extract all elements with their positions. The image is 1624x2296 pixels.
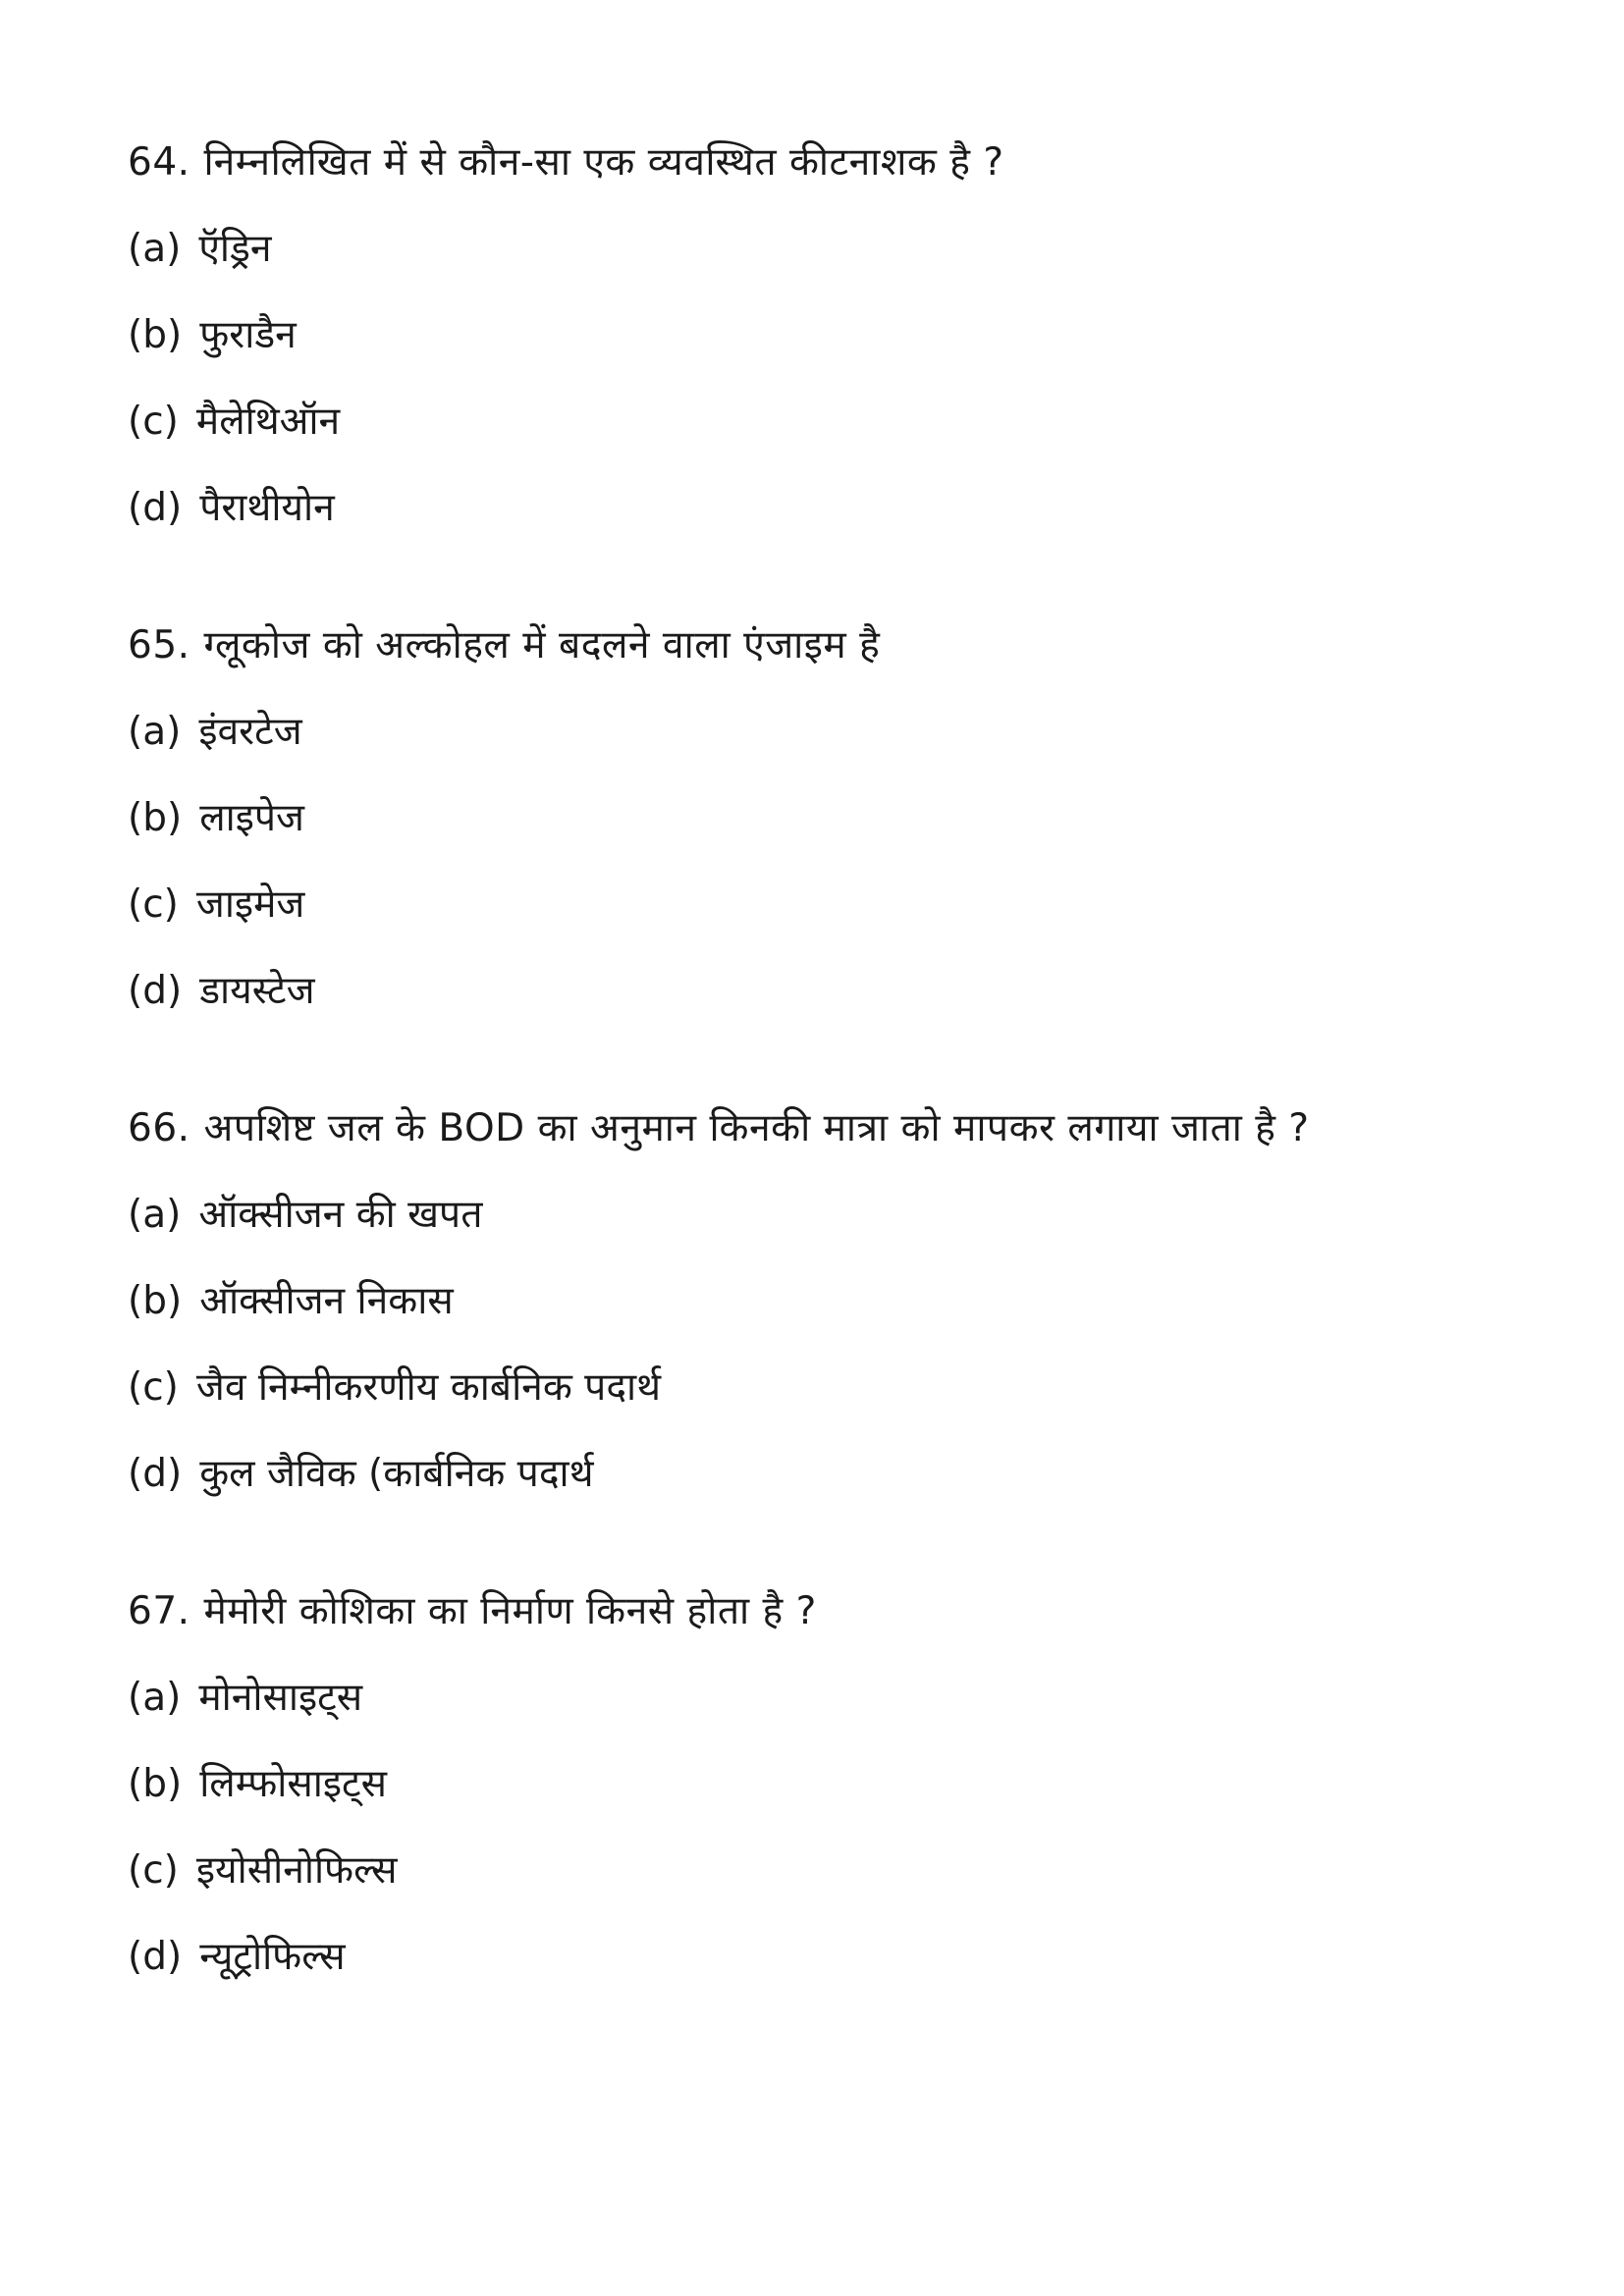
option-label: (a) (128, 1193, 182, 1237)
option-label: (d) (128, 486, 183, 530)
option-text: ऑक्सीजन की खपत (198, 1193, 483, 1237)
question-text (128, 620, 1502, 671)
question-stem: ग्लूकोज को अल्कोहल में बदलने वाला एंजाइम है (203, 623, 881, 667)
option-text: मोनोसाइट्स (198, 1676, 363, 1720)
question-stem: निम्नलिखित में से कौन-सा एक व्यवस्थित कीटनाशक है ? (203, 140, 1004, 185)
question-65 (128, 620, 1502, 1017)
option-b (128, 310, 1502, 361)
option-text: जाइमेज (195, 882, 305, 927)
option-b (128, 793, 1502, 844)
question-66 (128, 1103, 1502, 1500)
option-label: (c) (128, 400, 179, 444)
question-text (128, 137, 1502, 188)
option-text: पैराथीयोन (199, 486, 335, 530)
option-label: (d) (128, 1935, 183, 1979)
option-label: (c) (128, 1848, 179, 1893)
question-stem: मेमोरी कोशिका का निर्माण किनसे होता है ? (203, 1589, 817, 1633)
option-label: (a) (128, 1676, 182, 1720)
option-c (128, 880, 1502, 931)
option-label: (a) (128, 227, 182, 271)
option-a (128, 1673, 1502, 1724)
question-stem: अपशिष्ट जल के BOD का अनुमान किनकी मात्रा को मापकर लगाया जाता है ? (203, 1106, 1310, 1150)
question-number: 67. (128, 1589, 190, 1633)
question-text (128, 1586, 1502, 1637)
question-number: 66. (128, 1106, 190, 1150)
option-text: ऍड्रिन (198, 227, 272, 271)
option-label: (b) (128, 313, 183, 357)
option-text: लिम्फोसाइट्स (199, 1762, 388, 1806)
option-d (128, 1449, 1502, 1500)
option-label: (b) (128, 796, 183, 840)
option-text: ऑक्सीजन निकास (199, 1279, 454, 1323)
option-label: (c) (128, 882, 179, 927)
question-page (128, 137, 1502, 2069)
option-a (128, 707, 1502, 758)
option-text: मैलेथिऑन (195, 400, 341, 444)
option-text: फुराडैन (199, 313, 297, 357)
question-67 (128, 1586, 1502, 1983)
option-d (128, 483, 1502, 534)
option-c (128, 1845, 1502, 1896)
option-label: (a) (128, 710, 182, 754)
option-d (128, 966, 1502, 1017)
option-label: (d) (128, 1452, 183, 1496)
option-text: कुल जैविक (कार्बनिक पदार्थ (199, 1452, 594, 1496)
option-label: (d) (128, 969, 183, 1013)
option-label: (b) (128, 1279, 183, 1323)
option-d (128, 1932, 1502, 1983)
option-c (128, 397, 1502, 448)
question-text (128, 1103, 1502, 1154)
option-label: (b) (128, 1762, 183, 1806)
option-text: डायस्टेज (199, 969, 315, 1013)
option-label: (c) (128, 1365, 179, 1410)
option-text: लाइपेज (199, 796, 304, 840)
option-a (128, 224, 1502, 275)
option-text: न्यूट्रोफिल्स (199, 1935, 346, 1979)
question-number: 64. (128, 140, 190, 185)
option-b (128, 1759, 1502, 1810)
option-a (128, 1190, 1502, 1241)
option-text: इंवरटेज (198, 710, 302, 754)
option-text: जैव निम्नीकरणीय कार्बनिक पदार्थ (195, 1365, 662, 1410)
option-c (128, 1362, 1502, 1414)
option-b (128, 1276, 1502, 1327)
question-number: 65. (128, 623, 190, 667)
question-64 (128, 137, 1502, 534)
option-text: इयोसीनोफिल्स (195, 1848, 398, 1893)
